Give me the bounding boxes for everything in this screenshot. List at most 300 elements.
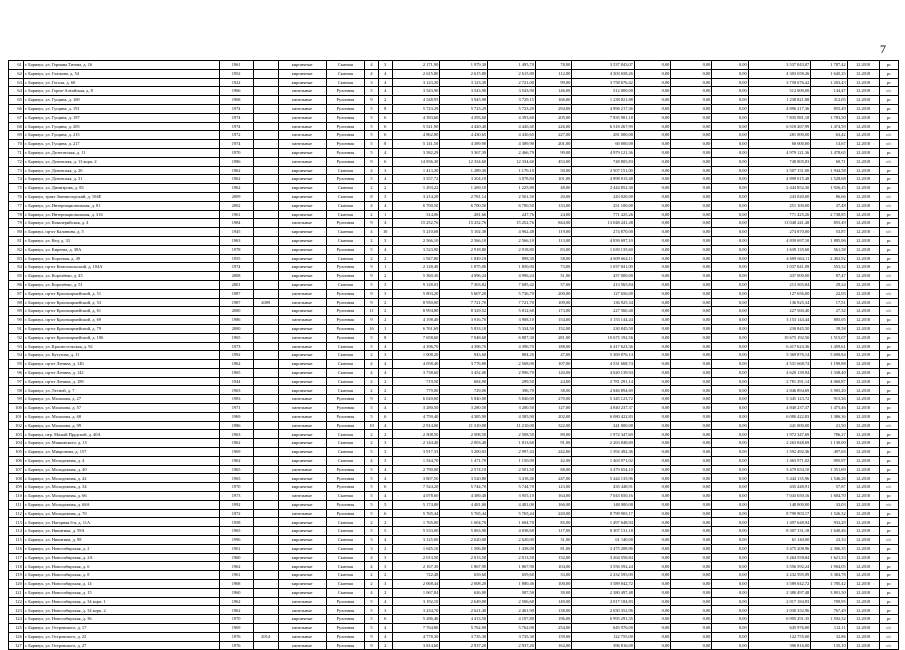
table-cell: 10 675 192,56 — [748, 333, 811, 342]
table-cell: 4 481,00 — [488, 500, 536, 509]
table-cell: 4 — [365, 228, 379, 237]
table-cell: 2 030 352,96 — [572, 606, 635, 615]
table-cell: 1974 — [219, 140, 253, 149]
table-cell: рс — [879, 518, 898, 527]
table-cell: 512 000,00 — [572, 87, 635, 96]
table-cell: 0,00 — [634, 351, 670, 360]
table-cell: рс — [879, 360, 898, 369]
table-row — [9, 615, 899, 624]
table-cell: 4 — [378, 624, 392, 633]
table-cell: 1 546,26 — [811, 474, 847, 483]
table-cell: 1 497 648,94 — [572, 518, 635, 527]
table-cell: рс — [879, 113, 898, 122]
table-cell: 855,49 — [811, 219, 847, 228]
table-cell: 0,00 — [671, 245, 712, 254]
table-cell: 205,00 — [535, 113, 571, 122]
table-cell: 0,00 — [671, 404, 712, 413]
table-cell: 4 303 658,26 — [748, 69, 811, 78]
table-cell: 0,00 — [712, 254, 748, 263]
table-cell: 2 — [365, 386, 379, 395]
table-cell: 5 — [378, 500, 392, 509]
table-cell: 0,00 — [712, 219, 748, 228]
table-cell: 53,87 — [811, 228, 847, 237]
table-cell: 3 — [378, 448, 392, 457]
table-cell: 11 310,00 — [440, 421, 488, 430]
table-cell: 4 393,60 — [392, 113, 440, 122]
table-cell: Скатная — [326, 562, 365, 571]
table-cell: 5 102,38 — [440, 228, 488, 237]
table-cell: 2 — [378, 641, 392, 650]
table-cell: 115 — [9, 536, 24, 545]
table-cell: 1960 — [219, 553, 253, 562]
table-cell: 2 — [378, 184, 392, 193]
table-cell: 0,00 — [712, 236, 748, 245]
table-cell: 722,48 — [392, 571, 440, 580]
table-cell: 6 700,50 — [440, 201, 488, 210]
table-cell: рс — [879, 386, 898, 395]
table-cell: 12.2018 — [847, 624, 879, 633]
table-cell: 12.2018 — [847, 404, 879, 413]
table-cell: с/с — [879, 192, 898, 201]
table-cell: 0,00 — [671, 606, 712, 615]
table-cell: 0,00 — [671, 298, 712, 307]
table-cell: 5 765,44 — [488, 509, 536, 518]
table-cell: 2 508,50 — [440, 430, 488, 439]
table-cell: кирпичные — [278, 78, 326, 87]
table-cell: 112,11 — [811, 624, 847, 633]
table-cell: кирпичные — [278, 536, 326, 545]
table-cell: 5 — [365, 474, 379, 483]
table-cell: 5 — [365, 606, 379, 615]
table-cell: 0,00 — [634, 465, 670, 474]
table-cell: 6 — [378, 615, 392, 624]
table-cell: 0,00 — [634, 324, 670, 333]
table-cell: 2 621,40 — [440, 606, 488, 615]
table-cell: 2 846 894,69 — [572, 386, 635, 395]
table-cell: 9 — [365, 316, 379, 325]
table-cell: 1963 — [219, 386, 253, 395]
table-cell: рс — [879, 430, 898, 439]
table-cell: 37,48 — [811, 201, 847, 210]
table-cell: 3 814,60 — [392, 641, 440, 650]
table-cell: 78,00 — [535, 61, 571, 70]
table-cell: 4 389,90 — [440, 140, 488, 149]
table-cell: 12.2018 — [847, 272, 879, 281]
table-cell: 3 — [378, 289, 392, 298]
table-cell: панельные — [278, 632, 326, 641]
table-cell: 0,00 — [671, 465, 712, 474]
table-cell: рс — [879, 184, 898, 193]
table-cell: 12.2018 — [847, 632, 879, 641]
table-row — [9, 245, 899, 254]
table-cell: кирпичные — [278, 263, 326, 272]
table-cell: 0,00 — [671, 210, 712, 219]
table-cell — [253, 641, 278, 650]
table-cell: панельные — [278, 597, 326, 606]
table-row — [9, 580, 899, 589]
table-cell: Скатная — [326, 280, 365, 289]
table-cell: 2 — [365, 236, 379, 245]
table-cell: 12.2018 — [847, 245, 879, 254]
table-cell: 1962 — [219, 606, 253, 615]
table-cell: 0,00 — [712, 483, 748, 492]
table-cell: г. Барнаул, ул. Островского, д. 27 — [23, 641, 219, 650]
table-cell: 32,86 — [811, 632, 847, 641]
table-cell: 437 000,00 — [748, 272, 811, 281]
table-cell: 3 153 144,44 — [572, 316, 635, 325]
table-cell: 12.2018 — [847, 184, 879, 193]
table-cell: Скатная — [326, 236, 365, 245]
table-cell: 0,00 — [634, 377, 670, 386]
table-cell: 85,00 — [535, 518, 571, 527]
table-cell: 0,00 — [671, 536, 712, 545]
table-cell: 2 263 848,69 — [748, 439, 811, 448]
table-cell: 123 — [9, 606, 24, 615]
table-row — [9, 333, 899, 342]
table-cell: 0,00 — [634, 228, 670, 237]
table-cell: 5 — [365, 140, 379, 149]
table-cell: 497,65 — [811, 448, 847, 457]
table-row — [9, 536, 899, 545]
table-cell: 0,00 — [671, 448, 712, 457]
table-cell: 1 150,00 — [488, 456, 536, 465]
table-cell: 2 — [378, 395, 392, 404]
table-cell: 5 — [365, 280, 379, 289]
table-cell: 2 781 291,14 — [572, 377, 635, 386]
table-cell: 0,00 — [712, 562, 748, 571]
table-cell — [253, 157, 278, 166]
table-row — [9, 263, 899, 272]
table-cell: 0,00 — [671, 368, 712, 377]
table-cell: 2009 — [219, 192, 253, 201]
table-cell: 152,00 — [535, 553, 571, 562]
table-cell: 3 582,29 — [392, 148, 440, 157]
table-cell: Рулонная — [326, 412, 365, 421]
table-cell: 322,00 — [535, 421, 571, 430]
table-cell: 3 — [378, 580, 392, 589]
table-cell: 48,00 — [535, 184, 571, 193]
table-cell: 2 846 894,69 — [748, 386, 811, 395]
table-cell: 159,00 — [535, 632, 571, 641]
table-cell: 31,00 — [535, 536, 571, 545]
table-cell: 13,67 — [811, 140, 847, 149]
table-cell: 126 — [9, 632, 24, 641]
table-cell: 10 — [365, 421, 379, 430]
table-cell: 2 492,92 — [811, 254, 847, 263]
table-cell: 91 — [9, 324, 24, 333]
table-cell: 12.2018 — [847, 166, 879, 175]
table-cell: Рулонная — [326, 597, 365, 606]
table-cell: 2 937,20 — [488, 641, 536, 650]
table-cell: 1961 — [219, 571, 253, 580]
table-cell: Рулонная — [326, 96, 365, 105]
table-cell: 2 615,80 — [392, 69, 440, 78]
table-row — [9, 597, 899, 606]
table-row — [9, 492, 899, 501]
table-cell: 15 252,76 — [440, 219, 488, 228]
table-cell: 5 345 123,72 — [572, 395, 635, 404]
table-cell: 4 — [378, 69, 392, 78]
table-cell — [253, 87, 278, 96]
table-cell: рс — [879, 448, 898, 457]
table-cell: 114 — [9, 527, 24, 536]
table-cell: 5 — [365, 412, 379, 421]
table-cell — [253, 307, 278, 316]
table-cell: 771 425,26 — [572, 210, 635, 219]
table-cell: 8 799 903,17 — [572, 509, 635, 518]
table-cell: 73,00 — [535, 263, 571, 272]
table-cell: 2 — [365, 439, 379, 448]
table-cell: 12.2018 — [847, 210, 879, 219]
table-cell: 21,50 — [811, 421, 847, 430]
table-cell: 2 781 291,14 — [748, 377, 811, 386]
table-cell: 2008 — [219, 272, 253, 281]
table-cell: 3 523,90 — [392, 245, 440, 254]
table-cell: 68 — [9, 122, 24, 131]
table-cell: 62 — [9, 69, 24, 78]
table-cell: 2 013,50 — [392, 553, 440, 562]
table-cell: 1 238 821,88 — [748, 96, 811, 105]
table-cell: 1965 — [219, 527, 253, 536]
table-cell: с/с — [879, 632, 898, 641]
table-cell: 3 264 558,84 — [748, 553, 811, 562]
table-cell: 1 — [378, 263, 392, 272]
table-cell: г. Барнаул, ул. Гущина, д. 191 — [23, 104, 219, 113]
table-cell: 587,50 — [488, 588, 536, 597]
table-cell: 38,00 — [535, 386, 571, 395]
table-cell: 0,00 — [712, 571, 748, 580]
table-cell: 12.2018 — [847, 395, 879, 404]
table-cell: 12.2018 — [847, 474, 879, 483]
table-cell: 61 — [9, 61, 24, 70]
table-cell: 270,00 — [535, 395, 571, 404]
table-cell: Скатная — [326, 228, 365, 237]
table-cell: 13 048 241,48 — [748, 219, 811, 228]
table-cell: 5 840,00 — [440, 395, 488, 404]
table-cell: 0,00 — [712, 333, 748, 342]
table-cell: 3 200,03 — [440, 448, 488, 457]
table-cell: 0,00 — [634, 492, 670, 501]
table-cell: рс — [879, 368, 898, 377]
table-cell: 0,00 — [671, 157, 712, 166]
table-cell: рс — [879, 316, 898, 325]
table-cell: 82 — [9, 245, 24, 254]
table-cell — [253, 544, 278, 553]
table-cell: рс — [879, 96, 898, 105]
table-cell: 0,00 — [634, 421, 670, 430]
table-cell: с/с — [879, 324, 898, 333]
table-cell: 1 438,00 — [488, 544, 536, 553]
table-cell: 4 198,40 — [392, 316, 440, 325]
table-cell: 3 — [378, 553, 392, 562]
table-cell: Скатная — [326, 342, 365, 351]
table-cell: 7 524,20 — [392, 483, 440, 492]
table-cell: 281 000,00 — [572, 131, 635, 140]
table-cell: 0,00 — [712, 597, 748, 606]
table-cell: 95 — [9, 360, 24, 369]
table-cell: 5 — [365, 113, 379, 122]
table-cell: 4 481,00 — [440, 500, 488, 509]
table-cell: 6 — [378, 483, 392, 492]
table-cell: 9 — [365, 395, 379, 404]
table-cell: 1 269,10 — [440, 184, 488, 193]
table-cell: 5 533,00 — [392, 527, 440, 536]
table-cell: кирпичные — [278, 360, 326, 369]
table-cell: г. Барнаул, ул. Никитина, д. 59А — [23, 527, 219, 536]
table-cell: рс — [879, 342, 898, 351]
table-cell: 3 589 042,72 — [748, 580, 811, 589]
table-row — [9, 140, 899, 149]
table-cell: 5 — [365, 465, 379, 474]
table-cell — [253, 527, 278, 536]
table-cell: 0,00 — [712, 368, 748, 377]
table-cell: 105 — [9, 448, 24, 457]
table-cell: 0,00 — [671, 131, 712, 140]
table-cell: 102 — [9, 421, 24, 430]
table-cell: 2 017 184,83 — [748, 597, 811, 606]
table-cell: 4 — [365, 562, 379, 571]
table-cell: 23,33 — [811, 536, 847, 545]
table-cell — [253, 184, 278, 193]
table-cell: 39,58 — [811, 324, 847, 333]
table-cell: 2 380 497,48 — [748, 588, 811, 597]
table-cell: 0,00 — [671, 307, 712, 316]
table-cell: 709,95 — [811, 597, 847, 606]
table-cell: 0,00 — [671, 148, 712, 157]
table-cell: Рулонная — [326, 87, 365, 96]
table-cell: 227 560,40 — [748, 307, 811, 316]
table-cell: 1965 — [219, 333, 253, 342]
table-cell: 4 — [365, 61, 379, 70]
table-cell: 5 723,29 — [488, 104, 536, 113]
table-cell — [253, 69, 278, 78]
table-row — [9, 69, 899, 78]
table-cell: 3 214,20 — [392, 192, 440, 201]
table-cell: 1 475,46 — [811, 404, 847, 413]
table-cell: 1 478,65 — [811, 148, 847, 157]
table-cell: г. Барнаул, пр-кт Красноармейский, д. 61 — [23, 307, 219, 316]
table-cell — [253, 474, 278, 483]
table-cell: 0,00 — [712, 377, 748, 386]
table-cell: Скатная — [326, 518, 365, 527]
table-cell: 12 334,60 — [440, 157, 488, 166]
table-cell: 251 100,00 — [748, 201, 811, 210]
table-cell: 117 — [9, 553, 24, 562]
table-cell: 230 845,50 — [748, 324, 811, 333]
table-cell: Скатная — [326, 61, 365, 70]
table-row — [9, 307, 899, 316]
table-cell: 24,00 — [535, 377, 571, 386]
table-cell: 81,00 — [535, 544, 571, 553]
table-cell: г. Барнаул, ул. Новосибирская, д. 2А — [23, 553, 219, 562]
table-cell: 5 812,60 — [488, 307, 536, 316]
table-cell: 3 — [378, 562, 392, 571]
table-cell: 1965 — [219, 368, 253, 377]
table-cell: 0,00 — [634, 483, 670, 492]
table-cell: 1 592 492,36 — [572, 448, 635, 457]
table-cell: 2 030 352,96 — [748, 606, 811, 615]
table-cell: 1 497 648,94 — [748, 518, 811, 527]
table-cell: Скатная — [326, 456, 365, 465]
table-cell: 4 840 237,37 — [748, 404, 811, 413]
table-cell: 6 518 267,99 — [748, 122, 811, 131]
table-cell: 4 — [365, 553, 379, 562]
table-cell: 83,00 — [535, 245, 571, 254]
table-cell: 12.2018 — [847, 307, 879, 316]
table-cell: г. Барнаул, пр-кт Ленина, д. 189 — [23, 377, 219, 386]
table-cell: с/с — [879, 536, 898, 545]
table-cell: 63 — [9, 78, 24, 87]
table-cell: Рулонная — [326, 272, 365, 281]
table-cell: 9 — [365, 289, 379, 298]
table-cell: 1968 — [219, 580, 253, 589]
table-cell: 3 479 654,10 — [572, 465, 635, 474]
table-cell: 39,00 — [535, 588, 571, 597]
table-cell: 4 385,90 — [440, 412, 488, 421]
table-cell: Скатная — [326, 210, 365, 219]
table-cell: 5 521,90 — [392, 122, 440, 131]
table-cell: 0,00 — [671, 122, 712, 131]
table-cell: 0,00 — [712, 641, 748, 650]
table-cell: кирпичные — [278, 483, 326, 492]
table-row — [9, 272, 899, 281]
table-cell: 396 816,00 — [748, 641, 811, 650]
table-cell: 0,00 — [634, 606, 670, 615]
table-cell: 1 885,96 — [811, 236, 847, 245]
table-cell: 5 — [365, 483, 379, 492]
table-cell: 4 609 664,11 — [748, 254, 811, 263]
table-cell: 4 396,70 — [392, 342, 440, 351]
table-cell: г. Барнаул, ул. Малахова, д. 99 — [23, 421, 219, 430]
table-cell: 6 — [378, 157, 392, 166]
table-cell: 13 048 241,48 — [572, 219, 635, 228]
table-cell: г. Барнаул, ул. Гущина, д. 197 — [23, 113, 219, 122]
table-cell: 453,00 — [535, 157, 571, 166]
table-cell: г. Барнаул, пр-кт Красноармейский, д. 69 — [23, 316, 219, 325]
table-cell: 0,00 — [634, 333, 670, 342]
table-cell: панельные — [278, 219, 326, 228]
table-cell: г. Барнаул, ул. Островского, д. 25 — [23, 632, 219, 641]
table-cell: 2 501,50 — [488, 465, 536, 474]
table-cell: 0,00 — [671, 96, 712, 105]
table-cell: 2 444 852,30 — [748, 184, 811, 193]
table-cell: 0,00 — [671, 289, 712, 298]
table-cell: Рулонная — [326, 421, 365, 430]
table-row — [9, 157, 899, 166]
table-cell: 0,00 — [634, 113, 670, 122]
table-cell: 144,47 — [811, 87, 847, 96]
table-cell: 1 544,70 — [392, 456, 440, 465]
table-cell: 22,05 — [811, 289, 847, 298]
table-cell: кирпичные — [278, 148, 326, 157]
table-row — [9, 421, 899, 430]
table-cell: 0,00 — [712, 544, 748, 553]
table-cell: 3 — [378, 166, 392, 175]
table-cell: 66 — [9, 104, 24, 113]
table-cell: 12.2018 — [847, 368, 879, 377]
table-cell: 3 807,50 — [392, 474, 440, 483]
table-cell: 2 561,50 — [488, 192, 536, 201]
table-cell: кирпичные — [278, 307, 326, 316]
table-cell: 3 — [378, 606, 392, 615]
table-cell: 3 — [378, 236, 392, 245]
table-cell: 9 — [365, 157, 379, 166]
table-cell: 125 — [9, 624, 24, 633]
table-row — [9, 465, 899, 474]
table-cell: 0,00 — [634, 456, 670, 465]
table-cell: 86,66 — [811, 192, 847, 201]
table-cell: 3 917,33 — [392, 448, 440, 457]
